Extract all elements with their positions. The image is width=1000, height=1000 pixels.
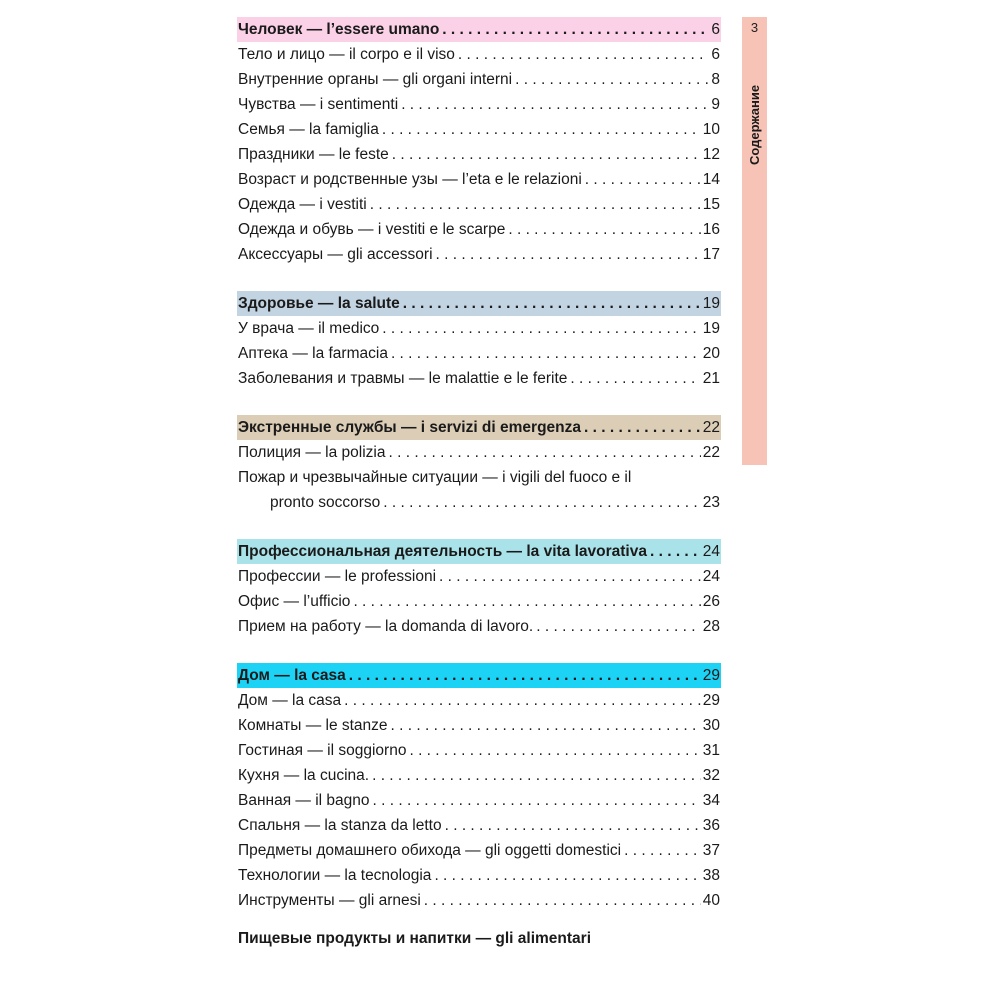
entry-title: Кухня — la cucina. [238, 767, 370, 784]
toc-entry[interactable] [237, 688, 721, 713]
dot-leader [350, 593, 700, 611]
entry-page-number: 6 [711, 21, 720, 38]
toc-entry[interactable] [237, 366, 721, 391]
toc-entry[interactable] [237, 192, 721, 217]
entry-page-number: 14 [702, 171, 720, 188]
entry-title: Дом — la casa [238, 667, 346, 684]
dot-leader [389, 146, 701, 164]
entry-page-number: 36 [702, 817, 720, 834]
entry-title: Заболевания и травмы — le malattie e le ferite [238, 370, 568, 387]
entry-title: Профессиональная деятельность — la vita lavorativa [238, 543, 647, 560]
entry-page-number: 20 [702, 345, 720, 362]
entry-page-number: 40 [702, 892, 720, 909]
entry-title: Внутренние органы — gli organi interni [238, 71, 513, 88]
entry-page-number: 15 [702, 196, 720, 213]
entry-page-number: 16 [702, 221, 720, 238]
toc-entry[interactable] [237, 763, 721, 788]
entry-title: Одежда — i vestiti [238, 196, 367, 213]
entry-title: Инструменты — gli arnesi [238, 892, 421, 909]
entry-title: Одежда и обувь — i vestiti e le scarpe [238, 221, 506, 238]
toc-section [237, 539, 721, 639]
entry-page-number: 37 [702, 842, 720, 859]
toc-entry[interactable] [237, 465, 721, 490]
entry-title: Комнаты — le stanze [238, 717, 388, 734]
entry-page-number: 10 [702, 121, 720, 138]
table-of-contents [237, 17, 721, 937]
dot-leader [436, 568, 701, 586]
side-tab [742, 17, 767, 465]
dot-leader [433, 246, 701, 264]
toc-entry[interactable] [237, 167, 721, 192]
side-tab-label: Содержание [747, 84, 762, 165]
section-header-food: Пищевые продукты и напитки — gli alimentari [238, 930, 592, 947]
toc-entry[interactable] [237, 863, 721, 888]
entry-page-number: 17 [702, 246, 720, 263]
dot-leader [388, 345, 701, 363]
dot-leader [341, 692, 701, 710]
toc-entry[interactable] [237, 117, 721, 142]
entry-page-number: 31 [702, 742, 720, 759]
entry-title: Возраст и родственные узы — l’eta e le relazioni [238, 171, 582, 188]
entry-page-number: 22 [702, 419, 720, 436]
dot-leader [567, 370, 700, 388]
entry-title: Спальня — la stanza da letto [238, 817, 442, 834]
dot-leader [421, 892, 701, 910]
entry-page-number: 29 [702, 667, 720, 684]
section-header[interactable] [237, 17, 721, 42]
toc-entry[interactable] [237, 738, 721, 763]
dot-leader [621, 842, 701, 860]
entry-title: Гостиная — il soggiorno [238, 742, 407, 759]
entry-page-number: 28 [702, 618, 720, 635]
entry-page-number: 26 [702, 593, 720, 610]
entry-title: Чувства — i sentimenti [238, 96, 399, 113]
section-header[interactable] [237, 663, 721, 688]
toc-entry[interactable] [237, 142, 721, 167]
dot-leader [582, 171, 701, 189]
toc-entry[interactable] [237, 838, 721, 863]
entry-page-number: 19 [702, 320, 720, 337]
dot-leader [379, 320, 700, 338]
entry-title: Аксессуары — gli accessori [238, 246, 433, 263]
toc-entry[interactable] [237, 564, 721, 589]
entry-title: Пожар и чрезвычайные ситуации — i vigili del fuoco e il [238, 469, 632, 486]
page-number: 3 [750, 20, 759, 35]
dot-leader [370, 792, 701, 810]
toc-section [237, 17, 721, 267]
section-header[interactable] [237, 415, 721, 440]
dot-leader [369, 767, 701, 785]
dot-leader [581, 419, 701, 437]
toc-entry[interactable] [237, 92, 721, 117]
toc-entry[interactable] [237, 440, 721, 465]
entry-page-number: 24 [702, 568, 720, 585]
entry-title: Ванная — il bagno [238, 792, 370, 809]
entry-page-number: 9 [711, 96, 720, 113]
dot-leader [380, 494, 700, 512]
entry-title: Семья — la famiglia [238, 121, 379, 138]
toc-section [237, 663, 721, 913]
toc-section [237, 415, 721, 515]
entry-title: Здоровье — la salute [238, 295, 400, 312]
entry-title: Дом — la casa [238, 692, 342, 709]
toc-entry[interactable] [237, 67, 721, 92]
section-header[interactable] [237, 291, 721, 316]
dot-leader [346, 667, 701, 685]
dot-leader [398, 96, 709, 114]
entry-title: Прием на работу — la domanda di lavoro. [238, 618, 534, 635]
entry-page-number: 21 [702, 370, 720, 387]
toc-entry[interactable] [237, 341, 721, 366]
toc-section [237, 291, 721, 391]
entry-title: Аптека — la farmacia [238, 345, 388, 362]
entry-page-number: 6 [711, 46, 720, 63]
entry-page-number: 19 [702, 295, 720, 312]
entry-page-number: 24 [702, 543, 720, 560]
entry-title: Технологии — la tecnologia [238, 867, 432, 884]
entry-page-number: 29 [702, 692, 720, 709]
entry-title: Полиция — la polizia [238, 444, 386, 461]
dot-leader [512, 71, 709, 89]
entry-page-number: 8 [711, 71, 720, 88]
entry-title: Человек — l’essere umano [238, 21, 440, 38]
toc-entry[interactable] [237, 316, 721, 341]
entry-title: Экстренные службы — i servizi di emergenza [238, 419, 581, 436]
dot-leader [379, 121, 701, 139]
entry-page-number: 23 [702, 494, 720, 511]
section-header[interactable] [237, 539, 721, 564]
dot-leader [388, 717, 701, 735]
entry-page-number: 32 [702, 767, 720, 784]
toc-entry[interactable] [237, 217, 721, 242]
entry-title: Тело и лицо — il corpo e il viso [238, 46, 455, 63]
toc-entry[interactable] [237, 242, 721, 267]
toc-entry[interactable] [237, 888, 721, 913]
entry-title: Праздники — le feste [238, 146, 389, 163]
dot-leader [439, 21, 709, 39]
dot-leader [505, 221, 700, 239]
entry-title: Предметы домашнего обихода — gli oggetti domestici [238, 842, 622, 859]
toc-entry[interactable] [237, 788, 721, 813]
dot-leader [647, 543, 701, 561]
dot-leader [533, 618, 701, 636]
toc-entry[interactable] [237, 42, 721, 67]
dot-leader [400, 295, 701, 313]
toc-entry[interactable] [237, 813, 721, 838]
entry-page-number: 12 [702, 146, 720, 163]
toc-entry-continuation[interactable] [237, 490, 721, 515]
toc-entry[interactable] [237, 589, 721, 614]
toc-entry[interactable] [237, 614, 721, 639]
entry-title: Профессии — le professioni [238, 568, 437, 585]
dot-leader [367, 196, 701, 214]
toc-entry[interactable] [237, 713, 721, 738]
dot-leader [455, 46, 709, 64]
dot-leader [431, 867, 700, 885]
entry-title: Офис — l’ufficio [238, 593, 351, 610]
entry-page-number: 30 [702, 717, 720, 734]
entry-page-number: 22 [702, 444, 720, 461]
dot-leader [442, 817, 701, 835]
entry-page-number: 38 [702, 867, 720, 884]
entry-page-number: 34 [702, 792, 720, 809]
entry-title-continued: pronto soccorso [270, 494, 381, 511]
dot-leader [385, 444, 700, 462]
dot-leader [406, 742, 700, 760]
entry-title: У врача — il medico [238, 320, 380, 337]
